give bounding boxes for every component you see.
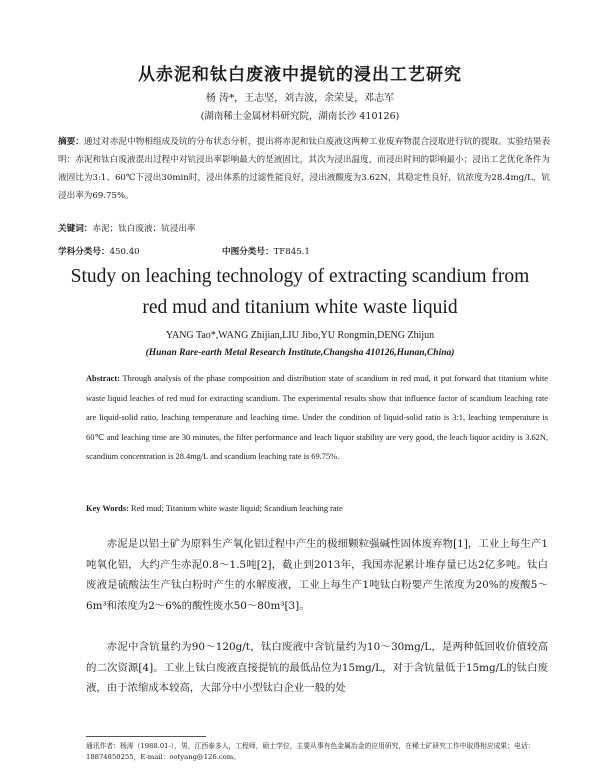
- body-paragraph-1-text: 赤泥是以铝土矿为原料生产氧化铝过程中产生的极细颗粒强碱性固体废弃物[1]，工业上每生产1吨氧化铝，大约产生赤泥0.8～1.5吨[2]，截止到2013年，我国赤泥累计堆存量已达2亿多吨。钛白废液是硫酸法生产钛白粉时产生的水解废液，工业上每生产1吨钛白粉要产生浓度为20%的废酸5～6m³和浓度为2～6%的酸性废水50～80m³[3]。: [86, 538, 548, 612]
- chinese-keywords-text: 赤泥；钛白废液；钪浸出率: [92, 224, 196, 234]
- subject-classification-value: 450.40: [109, 247, 140, 257]
- english-authors: YANG Tao*,WANG Zhijian,LIU Jibo,YU Rongmin,DENG Zhijun: [165, 330, 435, 341]
- english-title-line-1: Study on leaching technology of extracting scandium from: [70, 266, 530, 287]
- chinese-keywords-label: 关键词：: [58, 224, 93, 234]
- footnote-divider: [86, 736, 206, 737]
- chinese-authors: 杨 涛*，王志坚，刘吉波，余荣旻，邓志军: [205, 93, 395, 104]
- clc-classification-value: TF845.1: [273, 247, 310, 257]
- english-keywords-label: Key Words:: [86, 504, 129, 513]
- subject-classification: [58, 245, 140, 257]
- clc-classification-label: 中图分类号：: [222, 247, 274, 257]
- footnote: 通讯作者：杨涛（1988.01-），男，江西泰多人，工程师，硕士学位，主要从事有色金属冶金的应用研究，在稀土矿研究工作中取得相应成果；电话：18874850255，E-mail：ootyang@126.com。: [86, 742, 535, 761]
- english-abstract-label: Abstract:: [86, 374, 120, 383]
- chinese-title: 从赤泥和钛白废液中提钪的浸出工艺研究: [138, 65, 462, 85]
- subject-classification-label: 学科分类号：: [58, 247, 110, 257]
- body-paragraph-1: [86, 534, 548, 616]
- chinese-affiliation: (湖南稀土金属材料研究院，湖南长沙 410126): [200, 111, 400, 122]
- clc-classification: [222, 245, 310, 257]
- english-affiliation: (Hunan Rare-earth Metal Research Institute,Changsha 410126,Hunan,China): [145, 348, 455, 358]
- chinese-abstract-label: 摘要：: [58, 137, 84, 147]
- english-keywords: [86, 504, 343, 513]
- english-abstract: [86, 369, 548, 467]
- body-paragraph-2: [86, 637, 548, 699]
- chinese-abstract: [58, 133, 550, 205]
- english-abstract-text: Through analysis of the phase composition and distribution state of scandium in red mud, it put forward that titanium white waste liquid leaches of red mud for extracting scandium. The experimental results show that influence factor of scandium leaching rate are liquid-solid ratio, leaching temperature and leaching time. Under the condition of liquid-solid ratio is 3:1, leaching temperature is 60℃ and leaching time are 30 minutes, the filter performance and leach liquor stability are very good, the leach liquor acidity is 3.62N, scandium concentration is 28.4mg/L and scandium leaching rate is 69.75%.: [86, 374, 548, 462]
- english-title-line-2: red mud and titanium white waste liquid: [142, 297, 458, 318]
- english-keywords-text: Red mud; Titanium white waste liquid; Scandium leaching rate: [130, 504, 343, 513]
- body-paragraph-2-text: 赤泥中含钪量约为90～120g/t，钛白废液中含钪量约为10～30mg/L，是两种低回收价值较高的二次资源[4]。工业上钛白废液直接提钪的最低品位为15mg/L，对于含钪量低于15mg/L的钛白废液，由于浓缩成本较高，大部分中小型钛白企业一般的处: [86, 641, 548, 694]
- chinese-keywords: [58, 222, 196, 234]
- chinese-abstract-text: 通过对赤泥中物相组成及钪的分布状态分析，提出将赤泥和钛白废液这两种工业废弃物混合浸取进行钪的提取。实验结果表明：赤泥和钛白废液混出过程中对钪浸出率影响最大的是液固比，其次为浸出温度，而浸出时间的影响最小；浸出工艺优化条件为液固比为3:1、60℃下浸出30min时，浸出体系的过滤性能良好，浸出液酸度为3.62N，其稳定性良好，钪浓度为28.4mg/L，钪浸出率为69.75%。: [58, 137, 550, 201]
